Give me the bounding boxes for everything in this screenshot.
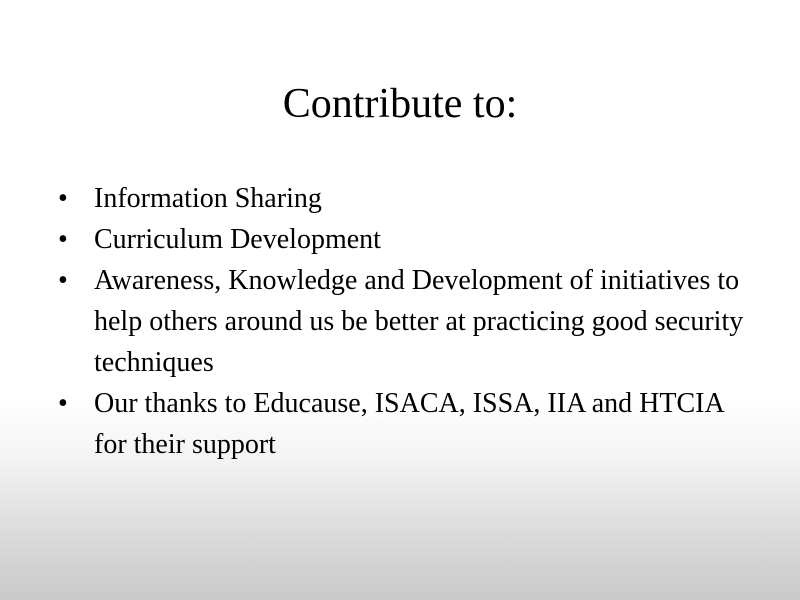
slide-title: Contribute to:	[282, 81, 518, 127]
bullet-text: Awareness, Knowledge and Development of initiatives to help others around us be better at practicing good security techniques	[94, 265, 744, 378]
bullet-icon: •	[58, 183, 68, 214]
bullet-icon: •	[58, 265, 68, 296]
bullet-icon: •	[58, 388, 68, 419]
bullet-text: Our thanks to Educause, ISACA, ISSA, IIA and HTCIA for their support	[94, 388, 724, 460]
bullet-list	[58, 178, 758, 465]
bullet-item-awareness	[58, 260, 758, 383]
bullet-item-information-sharing	[58, 178, 758, 219]
bullet-item-curriculum-development	[58, 219, 758, 260]
bullet-icon: •	[58, 224, 68, 255]
bullet-item-thanks	[58, 383, 758, 465]
bullet-text: Information Sharing	[94, 183, 322, 214]
bullet-text: Curriculum Development	[94, 224, 381, 255]
